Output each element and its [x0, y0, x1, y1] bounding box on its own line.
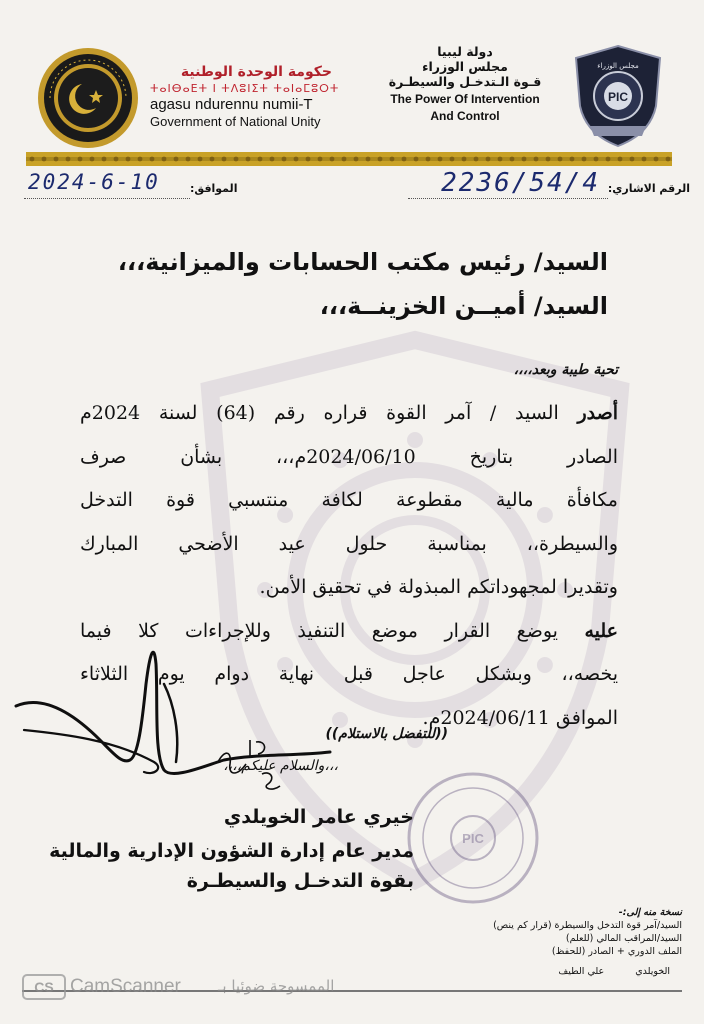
pic-title-block — [380, 44, 550, 123]
body-line: الموافق 2024/06/11م. — [422, 706, 618, 729]
gold-divider — [26, 152, 672, 166]
copy-recipient: الملف الدوري + الصادر (للحفظ) — [551, 946, 682, 957]
reference-date-handwritten: 2024-6-10 — [28, 170, 160, 194]
reference-row — [10, 170, 696, 204]
signatory-name: خيري عامر الخويلدي — [223, 806, 414, 828]
pic-english-line1: The Power Of Intervention — [390, 92, 540, 106]
camscanner-logo-icon: CS — [22, 974, 66, 1000]
camscanner-arabic: الممسوحة ضوئيا بـ — [218, 977, 335, 995]
pic-arabic-line1: دولة ليبيا — [437, 44, 493, 59]
reference-number-dots — [408, 198, 608, 199]
camscanner-name: CamScanner — [70, 976, 181, 997]
badge-top-text: مجلس الوزراء — [597, 62, 639, 70]
copy-recipient: السيد/المراقب المالي (للعلم) — [565, 933, 682, 944]
copies-list — [482, 906, 682, 958]
copies-heading: نسخة منه إلى:- — [618, 907, 682, 918]
body-line: وتقديرا لمجهوداتكم المبذولة في تحقيق الأمن. — [259, 576, 618, 598]
greeting: تحية طيبة وبعد،،،، — [513, 362, 618, 378]
addressee-treasurer: السيد/ أميــن الخزينــة،،، — [319, 292, 608, 320]
handover-note: ((للتفضل بالاستلام)) — [325, 726, 448, 742]
addressee-accounts-office: السيد/ رئيس مكتب الحسابات والميزانية،،، — [117, 248, 608, 276]
body-line: عليه يوضع القرار موضع التنفيذ وللإجراءات كلا فيما — [80, 619, 618, 642]
official-stamp-icon — [398, 768, 548, 908]
gnu-seal-icon — [36, 46, 140, 150]
gnu-title-block — [150, 64, 360, 129]
closing-regards: ،،،والسلام عليكم،،،، — [223, 758, 338, 774]
pic-arabic-line2: مجلس الوزراء — [422, 59, 508, 74]
body-line: مكافأة مالية مقطوعة لكافة منتسبي قوة التدخل — [80, 489, 618, 511]
body-line: الصادر بتاريخ 2024/06/10م،،، بشأن صرف — [80, 445, 618, 468]
reference-date-label: الموافق: — [190, 182, 238, 195]
scanner-watermark — [22, 974, 442, 1000]
body-line: والسيطرة،، بمناسبة حلول عيد الأضحي المبارك — [80, 532, 618, 555]
signatory-unit: بقوة التدخـل والسيطـرة — [186, 870, 414, 892]
reference-number-label: الرقم الاشاري: — [607, 182, 690, 195]
handwritten-initials — [210, 730, 300, 800]
pic-arabic-line3: قـوة الـتدخـل والسيطـرة — [388, 74, 542, 89]
badge-text: PIC — [607, 90, 629, 104]
gnu-tifinagh-title: ⵜⴰⵏⴱⴰⴹⵜ ⵏ ⵜⴷⵓⵏⵉⵜ ⵜⴰⵏⴰⵎⵓⵔⵜ — [150, 82, 340, 95]
pic-english-line2: And Control — [430, 109, 500, 123]
copy-recipient: السيد/آمر قوة التدخل والسيطرة (قرار كم ينص) — [493, 920, 682, 931]
reference-number-handwritten: 2236/54/4 — [441, 168, 600, 198]
body-line: يخصه،، وبشكل عاجل قبل نهاية دوام يوم الثلاثاء — [80, 663, 618, 685]
stamp-badge-text: PIC — [462, 831, 484, 846]
body-line: أصدر السيد / آمر القوة قراره رقم (64) لسنة 2024م — [80, 402, 618, 424]
pic-badge-icon — [572, 44, 664, 148]
gnu-english-title: Government of National Unity — [150, 114, 321, 129]
signatory-title: مدير عام إدارة الشؤون الإدارية والمالية — [49, 840, 414, 862]
gnu-berber-title: agasu ndurennu numii-T — [150, 96, 313, 113]
reference-date-dots — [24, 198, 190, 199]
small-signature: علي الطيف — [558, 966, 605, 977]
gnu-arabic-title: حكومة الوحدة الوطنية — [180, 64, 332, 80]
small-signature: الخويلدي — [635, 966, 670, 977]
